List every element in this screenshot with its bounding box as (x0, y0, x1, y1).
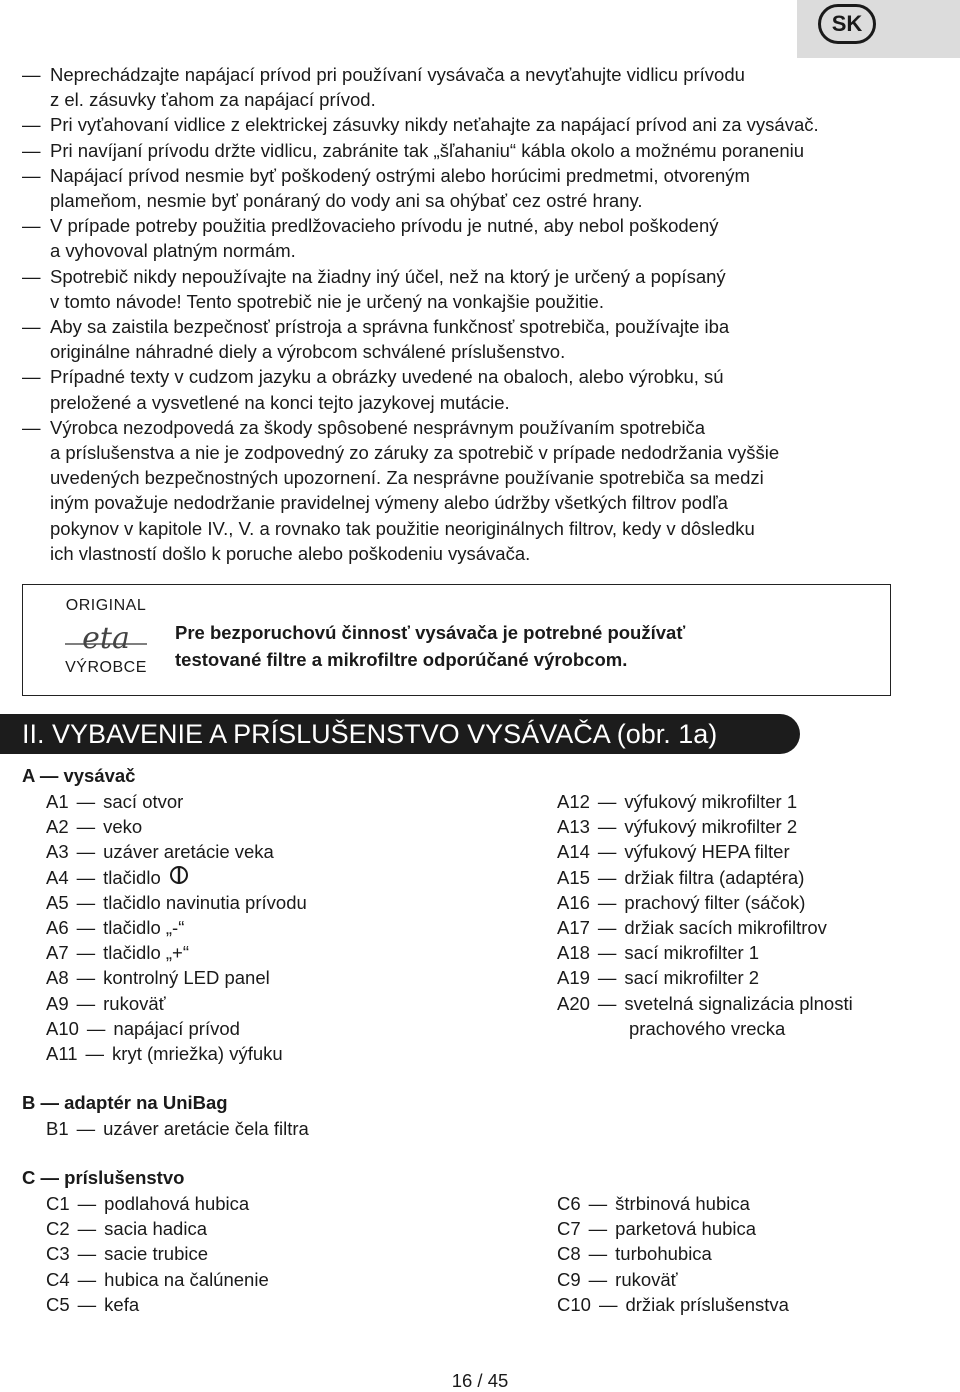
component-label: rukoväť (615, 1268, 678, 1290)
component-item (46, 814, 307, 839)
group-a-left-list (46, 789, 307, 1066)
warning-text: Spotrebič nikdy nepoužívajte na žiadny iný účel, než na ktorý je určený a popísaný v tomto návode! Tento spotrebič nie je určený na vonkajšie použitie. (50, 265, 726, 312)
warning-text: Výrobca nezodpovedá za škody spôsobené nesprávnym používaním spotrebiča a príslušenstva a nie je zodpovedný zo záruky za spotrebič v prípade nedodržania vyššie uvedených bezpečnostných upozornení. Za nesprávne používanie spotrebiča sa medzi iným považuje nedodržanie pravidelnej výmeny alebo údržby všetkých filtrov podľa pokynov v kapitole IV., V. a rovnako tak použitie neoriginálnych filtrov, kedy v dôsledku ich vlastností došlo k poruche alebo poškodeniu vysávača. (50, 416, 780, 564)
component-code: A9 (46, 992, 69, 1014)
dash-bullet: — (22, 114, 41, 136)
component-code: A6 (46, 917, 69, 939)
component-code: A12 (557, 791, 590, 812)
dash-separator: — (76, 992, 96, 1014)
component-item (46, 1241, 269, 1266)
component-label: kryt (mriežka) výfuku (112, 1043, 283, 1065)
section-heading: II. VYBAVENIE A PRÍSLUŠENSTVO VYSÁVAČA (obr. 1a) (0, 714, 800, 754)
component-code: A8 (46, 967, 69, 989)
group-b-title: B — adaptér na UniBag (22, 1092, 228, 1113)
dash-separator: — (76, 841, 96, 863)
component-label: výfukový mikrofilter 1 (624, 791, 798, 812)
language-badge: SK (818, 4, 876, 44)
warning-item (22, 213, 922, 263)
component-label: sací mikrofilter 1 (624, 942, 760, 964)
dash-separator: — (76, 1118, 96, 1139)
warning-text: Pri navíjaní prívodu držte vidlicu, zabránite tak „šľahaniu“ kábla okolo a možnému poraneniu (50, 139, 805, 161)
component-code: C4 (46, 1268, 70, 1290)
eta-original-logo (61, 597, 151, 677)
dash-separator: — (597, 791, 617, 812)
component-item (557, 839, 853, 864)
component-label: veko (103, 816, 143, 838)
component-code: A1 (46, 791, 69, 812)
component-label: prachový filter (sáčok) (624, 891, 806, 913)
dash-separator: — (588, 1268, 608, 1290)
component-item (557, 940, 853, 965)
component-code: C2 (46, 1218, 70, 1240)
component-item (557, 1216, 789, 1241)
component-code: A18 (557, 942, 590, 964)
dash-separator: — (77, 1293, 97, 1315)
component-item (46, 1191, 269, 1216)
component-code: A16 (557, 891, 590, 913)
component-label: sací mikrofilter 2 (624, 967, 760, 989)
component-item (46, 991, 307, 1016)
notice-text (175, 619, 855, 673)
component-item (46, 940, 307, 965)
component-label: uzáver aretácie veka (103, 841, 274, 863)
warning-text: Pri vyťahovaní vidlice z elektrickej zásuvky nikdy neťahajte za napájací prívod ani za vysávač. (50, 114, 819, 136)
component-label: turbohubica (615, 1243, 712, 1265)
component-code: A7 (46, 942, 69, 964)
warning-item (22, 138, 922, 163)
warning-text: V prípade potreby použitia predlžovacieho prívodu je nutné, aby nebol poškodený a vyhovoval platným normám. (50, 215, 719, 262)
group-a-right-list (557, 789, 853, 1041)
component-code: A13 (557, 816, 590, 838)
component-label: výfukový mikrofilter 2 (624, 816, 798, 838)
component-label: držiak sacích mikrofiltrov (624, 917, 827, 939)
group-c-left-list (46, 1191, 269, 1317)
component-item (557, 890, 853, 915)
component-label: držiak filtra (adaptéra) (624, 866, 805, 888)
component-item (46, 1292, 269, 1317)
component-code: C5 (46, 1293, 70, 1315)
page-number: 16 / 45 (451, 1370, 509, 1391)
logo-bottom-text: VÝROBCE (65, 659, 147, 676)
component-item (557, 789, 853, 814)
component-label: tlačidlo (103, 866, 161, 888)
component-label: uzáver aretácie čela filtra (103, 1118, 309, 1139)
component-label: štrbinová hubica (615, 1193, 750, 1214)
component-code: A15 (557, 866, 590, 888)
component-label: svetelná signalizácia plnosti (624, 992, 853, 1014)
component-item (557, 991, 853, 1016)
component-item (557, 1191, 789, 1216)
component-label: podlahová hubica (104, 1193, 250, 1214)
component-item (46, 890, 307, 915)
warning-item (22, 364, 922, 414)
component-item (557, 1241, 789, 1266)
dash-separator: — (598, 1293, 618, 1315)
component-code: C6 (557, 1193, 581, 1214)
component-code: A4 (46, 866, 69, 888)
original-filters-notice (22, 584, 891, 696)
component-code: C3 (46, 1243, 70, 1265)
dash-separator: — (588, 1193, 608, 1214)
dash-separator: — (597, 866, 617, 888)
dash-separator: — (588, 1218, 608, 1240)
warning-item (22, 264, 922, 314)
dash-bullet: — (22, 416, 41, 438)
logo-top-text: ORIGINAL (65, 597, 147, 614)
group-a-title: A — vysávač (22, 765, 136, 786)
dash-separator: — (76, 967, 96, 989)
component-label: parketová hubica (615, 1218, 757, 1240)
component-code: A5 (46, 891, 69, 913)
warning-text: Neprechádzajte napájací prívod pri používaní vysávača a nevyťahujte vidlicu prívodu z el. zásuvky ťahom za napájací prívod. (50, 64, 745, 111)
dash-separator: — (76, 791, 96, 812)
component-code: A3 (46, 841, 69, 863)
dash-separator: — (76, 891, 96, 913)
warning-item (22, 163, 922, 213)
dash-separator: — (77, 1218, 97, 1240)
warning-item (22, 314, 922, 364)
dash-separator: — (597, 967, 617, 989)
dash-bullet: — (22, 139, 41, 161)
component-label: rukoväť (103, 992, 166, 1014)
component-label: sacie trubice (104, 1243, 209, 1265)
dash-separator: — (597, 942, 617, 964)
dash-separator: — (77, 1243, 97, 1265)
dash-separator: — (76, 917, 96, 939)
component-code: A17 (557, 917, 590, 939)
dash-separator: — (588, 1243, 608, 1265)
notice-line-1: Pre bezporuchovú činnosť vysávača je potrebné používať (175, 622, 686, 643)
dash-separator: — (77, 1268, 97, 1290)
warning-text: Prípadné texty v cudzom jazyku a obrázky uvedené na obaloch, alebo výrobku, sú preložené a vysvetlené na konci tejto jazykovej mutácie. (50, 366, 724, 413)
component-code: C10 (557, 1293, 591, 1315)
warning-item (22, 62, 922, 112)
dash-bullet: — (22, 64, 41, 85)
dash-separator: — (597, 891, 617, 913)
dash-separator: — (77, 1193, 97, 1214)
dash-bullet: — (22, 316, 41, 338)
component-label: sací otvor (103, 791, 184, 812)
component-label: napájací prívod (113, 1017, 240, 1039)
component-label: sacia hadica (104, 1218, 207, 1240)
dash-separator: — (76, 816, 96, 838)
component-item (46, 789, 307, 814)
group-b-list (46, 1116, 309, 1141)
dash-bullet: — (22, 164, 41, 186)
component-item (46, 1267, 269, 1292)
dash-bullet: — (22, 366, 41, 388)
notice-line-2: testované filtre a mikrofiltre odporúčané výrobcom. (175, 649, 628, 670)
component-code: C7 (557, 1218, 581, 1240)
dash-bullet: — (22, 265, 41, 287)
component-item (557, 865, 853, 890)
component-code: A10 (46, 1017, 79, 1039)
dash-separator: — (597, 992, 617, 1014)
component-label: tlačidlo „+“ (103, 942, 189, 964)
component-item (46, 839, 307, 864)
component-label: kontrolný LED panel (103, 967, 270, 989)
logo-mark-text: eta (82, 621, 130, 656)
group-c-title: C — príslušenstvo (22, 1167, 185, 1188)
component-item (557, 915, 853, 940)
component-label: držiak príslušenstva (625, 1293, 789, 1315)
power-button-icon (169, 865, 189, 885)
safety-warnings-list (22, 62, 922, 566)
warning-item (22, 415, 922, 566)
component-item (557, 814, 853, 839)
component-code: B1 (46, 1118, 69, 1139)
component-label: kefa (104, 1293, 140, 1315)
component-label: výfukový HEPA filter (624, 841, 790, 863)
component-code: C9 (557, 1268, 581, 1290)
component-label: hubica na čalúnenie (104, 1268, 269, 1290)
component-label: tlačidlo navinutia prívodu (103, 891, 307, 913)
component-item (46, 865, 307, 890)
component-code: A19 (557, 967, 590, 989)
eta-logo-icon (61, 617, 151, 657)
component-item (46, 965, 307, 990)
component-item (557, 1267, 789, 1292)
component-code: C8 (557, 1243, 581, 1265)
group-c-right-list (557, 1191, 789, 1317)
component-label: tlačidlo „-“ (103, 917, 185, 939)
component-code: C1 (46, 1193, 70, 1214)
component-label-continuation: prachového vrecka (629, 1017, 786, 1039)
dash-separator: — (76, 942, 96, 964)
component-code: A20 (557, 992, 590, 1014)
dash-separator: — (597, 917, 617, 939)
dash-separator: — (85, 1043, 105, 1065)
warning-item (22, 112, 922, 137)
dash-bullet: — (22, 215, 41, 237)
dash-separator: — (597, 816, 617, 838)
warning-text: Napájací prívod nesmie byť poškodený ostrými alebo horúcimi predmetmi, otvoreným plameňom, nesmie byť ponáraný do vody ani sa ohýbať cez ostré hrany. (50, 164, 750, 212)
component-item (46, 1116, 309, 1141)
component-item (46, 1216, 269, 1241)
dash-separator: — (597, 841, 617, 863)
dash-separator: — (86, 1017, 106, 1039)
component-item (557, 965, 853, 990)
component-item (557, 1292, 789, 1317)
component-code: A14 (557, 841, 590, 863)
component-item (46, 1041, 307, 1066)
dash-separator: — (76, 866, 96, 888)
component-item (46, 1016, 307, 1041)
component-code: A11 (46, 1043, 78, 1065)
component-code: A2 (46, 816, 69, 838)
component-item (46, 915, 307, 940)
warning-text: Aby sa zaistila bezpečnosť prístroja a správna funkčnosť spotrebiča, používajte iba originálne náhradné diely a výrobcom schválené príslušenstvo. (50, 316, 730, 363)
